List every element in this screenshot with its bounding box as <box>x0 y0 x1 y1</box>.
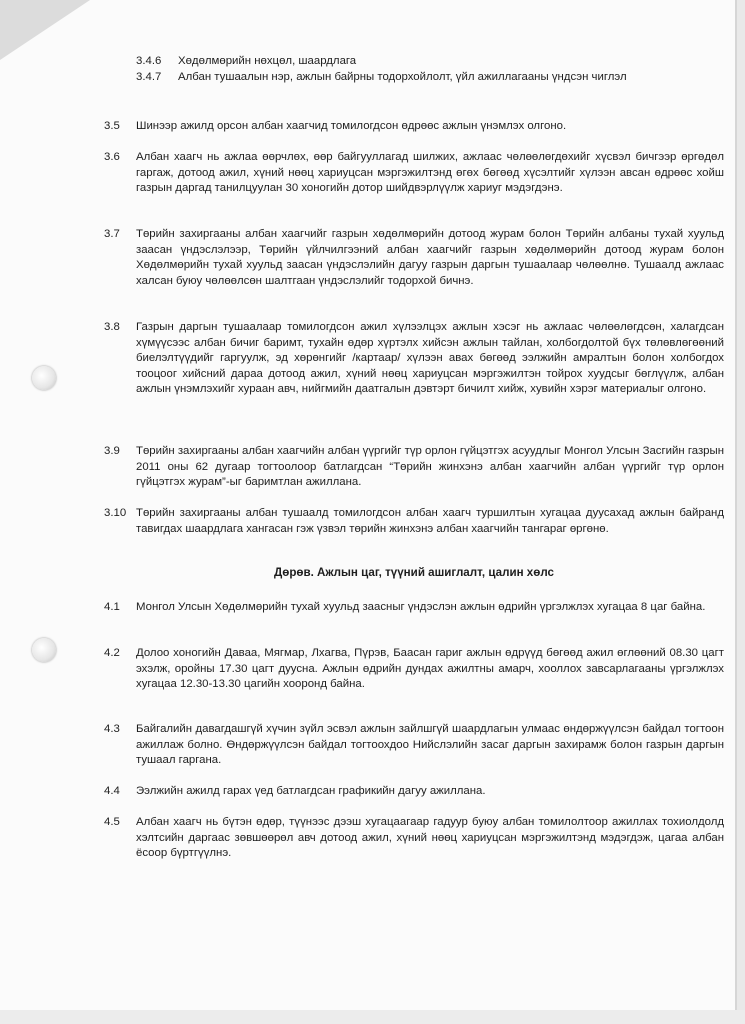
paragraph-4-3 <box>104 722 724 769</box>
paragraph-number: 3.9 <box>104 445 120 457</box>
paragraph-text: Албан хаагч нь бүтэн өдөр, түүнээс дээш хугацаагаар гадуур буюу албан томилолтоор ажиллах тохиолдолд хэлтсийн даргаас зөвшөөрөл авч дотоод ажил, хүний нөөц хариуцсан мэргэжилтэнд мэдэгдэж, цагаа албан ёсоор бүртгүүлнэ. <box>136 816 724 860</box>
page-edge <box>737 0 745 1024</box>
paragraph-4-2 <box>104 646 724 693</box>
paragraph-number: 4.2 <box>104 647 120 659</box>
paragraph-3-10 <box>104 506 724 537</box>
paragraph-3-9 <box>104 444 724 491</box>
paragraph-3-7 <box>104 227 724 289</box>
subitem-text: Албан тушаалын нэр, ажлын байрны тодорхойлолт, үйл ажиллагааны үндсэн чиглэл <box>178 71 627 83</box>
subitem-number: 3.4.7 <box>136 71 162 83</box>
paragraph-number: 3.7 <box>104 228 120 240</box>
paragraph-number: 4.1 <box>104 601 120 613</box>
paragraph-number: 4.5 <box>104 816 120 828</box>
punch-hole <box>32 366 56 390</box>
paragraph-4-5 <box>104 815 724 862</box>
paragraph-number: 3.10 <box>104 507 127 519</box>
paragraph-number: 3.5 <box>104 120 120 132</box>
paragraph-text: Долоо хоногийн Даваа, Мягмар, Лхагва, Пүрэв, Баасан гариг ажлын өдрүүд бөгөөд ажил өглөөний 08.30 цагт эхэлж, оройны 17.30 цагт дуусна. Ажлын өдрийн дундах ажилтны амарч, хооллох завсарлагааны үргэлжлэх хугацаа 12.30-13.30 цагийн хооронд байна. <box>136 647 724 691</box>
paragraph-text: Төрийн захиргааны албан хаагчийн албан үүргийг түр орлон гүйцэтгэх асуудлыг Монгол Улсын Засгийн газрын 2011 оны 62 дугаар тогтоолоор батлагдсан “Төрийн жинхэнэ албан хаагчийн албан үүргийг түр орлон гүйцэтгэх журам”-ыг баримтлан ажиллана. <box>136 445 724 489</box>
paragraph-3-5 <box>104 119 724 135</box>
paragraph-number: 3.8 <box>104 321 120 333</box>
subitem-3-4-6 <box>136 54 724 70</box>
page-corner-fold <box>0 0 90 60</box>
section-heading: Дөрөв. Ажлын цаг, түүний ашиглалт, цалин хөлс <box>273 566 554 579</box>
paragraph-text: Төрийн захиргааны албан тушаалд томилогдсон албан хаагч туршилтын хугацаа дуусахад ажлын байранд тавигдах шаардлага хангасан гэж үзвэл төрийн жинхэнэ албан хаагчийн тангараг өргөнө. <box>136 507 724 535</box>
paragraph-number: 3.6 <box>104 151 120 163</box>
paragraph-text: Төрийн захиргааны албан хаагчийг газрын хөдөлмөрийн дотоод журам болон Төрийн албаны тухай хуульд заасан үндэслэлээр, Төрийн үйлчилгээний албан хаагчийг газрын хөдөлмөрийн дотоод журам болон Хөдөлмөрийн тухай хуульд заасан үндэслэлийн дагуу газрын даргын тушаалаар чөлөөлнө. Тушаалд ажлаас халсан буюу чөлөөлсөн шалтгаан үндэслэлийг тодорхой бичнэ. <box>136 228 724 287</box>
page-edge-line <box>735 0 737 1024</box>
paragraph-4-4 <box>104 784 724 800</box>
subitem-number: 3.4.6 <box>136 55 162 67</box>
punch-hole <box>32 638 56 662</box>
paragraph-text: Шинээр ажилд орсон албан хаагчид томилогдсон өдрөөс ажлын үнэмлэх олгоно. <box>136 120 567 132</box>
subitem-3-4-7 <box>136 70 724 86</box>
paragraph-3-8 <box>104 320 724 398</box>
subitem-text: Хөдөлмөрийн нөхцөл, шаардлага <box>178 55 357 67</box>
paragraph-3-6 <box>104 150 724 197</box>
paragraph-text: Монгол Улсын Хөдөлмөрийн тухай хуульд заасныг үндэслэн ажлын өдрийн үргэлжлэх хугацаа 8 цаг байна. <box>136 601 706 613</box>
paragraph-number: 4.4 <box>104 785 120 797</box>
paragraph-text: Газрын даргын тушаалаар томилогдсон ажил хүлээлцэх ажлын хэсэг нь ажлаас чөлөөлөгдсөн, халагдсан хүмүүсээс албан бичиг баримт, тухайн өдөр хүртэлх хийсэн ажлын тайлан, холбогдолтой бүх төлөвлөгөөний биелэлтүүдийг гаргуулж, эд хөрөнгийг /картаар/ хүлээн авах бөгөөд ээлжийн амралтын болон холбогдох тооцоог хийсний дараа дотоод ажил, хүний нөөц хариуцсан мэргэжилтэн тойрох хуудсыг бөглүүлж, албан ажлын үнэмлэхийг хураан авч, нийгмийн даатгалын дэвтэрт бичилт хийж, хувийн хэрэг материалыг олгоно. <box>136 321 724 396</box>
paragraph-text: Ээлжийн ажилд гарах үед батлагдсан графикийн дагуу ажиллана. <box>136 785 486 797</box>
paragraph-text: Албан хаагч нь ажлаа өөрчлөх, өөр байгууллагад шилжих, ажлаас чөлөөлөгдөхийг хүсвэл бичгээр өргөдөл гаргаж, дотоод ажил, хүний нөөц хариуцсан мэргэжилтэнд өгөх бөгөөд хүсэлтийг хүлээн авсан өдрөөс хойш газрын даргад танилцуулан 30 хоногийн дотор шийдвэрлүүлж хариуг мэдэгдэнэ. <box>136 151 724 195</box>
paragraph-4-1 <box>104 600 724 616</box>
paragraph-text: Байгалийн давагдашгүй хүчин зүйл эсвэл ажлын зайлшгүй шаардлагын улмаас өндөржүүлсэн байдал тогтоон ажиллаж болно. Өндөржүүлсэн байдал тогтоохдоо Нийслэлийн засаг даргын захирамж болон газрын даргын тушаал гаргана. <box>136 723 724 767</box>
paragraph-number: 4.3 <box>104 723 120 735</box>
page-bottom-edge <box>0 1010 745 1024</box>
